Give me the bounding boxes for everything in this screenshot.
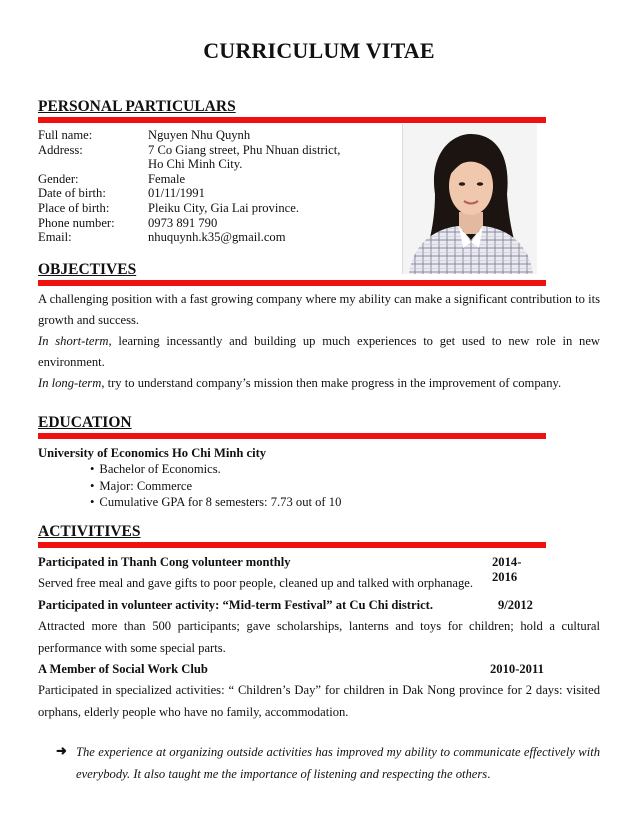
text-line: The experience at organizing outside activities has improved my ability to communicate effectively with xyxy=(76,745,600,759)
text-line xyxy=(38,373,600,394)
section-heading: PERSONAL PARTICULARS xyxy=(38,98,236,115)
activity-description xyxy=(38,615,600,659)
section-heading: EDUCATION xyxy=(38,414,132,431)
detail-value: 7 Co Giang street, Phu Nhuan district, xyxy=(148,142,341,157)
detail-value: Nguyen Nhu Quynh xyxy=(148,128,251,142)
activity-date: 2014-2016 xyxy=(492,555,522,584)
detail-value: Female xyxy=(148,171,186,186)
personal-details xyxy=(38,128,388,245)
detail-row xyxy=(38,143,388,158)
detail-value: 0973 891 790 xyxy=(148,215,218,230)
detail-key: Date of birth: xyxy=(38,186,106,201)
text-line xyxy=(76,763,600,785)
portrait-illustration xyxy=(403,124,537,274)
conclusion-period: . xyxy=(487,767,491,781)
detail-value: Pleiku City, Gia Lai province. xyxy=(148,200,299,215)
detail-row xyxy=(38,216,388,231)
activity-title-row xyxy=(38,598,546,613)
university-name: University of Economics Ho Chi Minh city xyxy=(38,446,267,460)
section-divider-bar xyxy=(38,542,546,548)
detail-key: Email: xyxy=(38,230,72,245)
activity-title-row xyxy=(38,662,546,677)
activity-description xyxy=(38,679,600,723)
text-line: Participated in specialized activities: “ Children’s Day” for children in Dak Nong province for 2 days: visited xyxy=(38,683,600,697)
detail-row xyxy=(38,128,388,143)
detail-key: Full name: xyxy=(38,128,93,142)
detail-key: Phone number: xyxy=(38,215,115,230)
long-term-text: , try to understand company’s mission then make progress in the improvement of company. xyxy=(101,376,562,390)
detail-row xyxy=(38,201,388,216)
text-line: environment. xyxy=(38,355,105,369)
text-line: Served free meal and gave gifts to poor people, cleaned up and talked with orphanage. xyxy=(38,576,474,590)
section-heading: OBJECTIVES xyxy=(38,261,137,278)
education-list xyxy=(90,461,341,511)
activity-description xyxy=(38,572,600,594)
text-line: growth and success. xyxy=(38,313,140,327)
document-title: CURRICULUM VITAE xyxy=(203,38,435,63)
section-education xyxy=(38,414,546,439)
right-arrow-icon: ➜ xyxy=(56,743,67,758)
text-line xyxy=(38,331,600,352)
list-item: • Major: Commerce xyxy=(90,478,341,495)
activity-title: A Member of Social Work Club xyxy=(38,662,208,676)
detail-row xyxy=(38,230,388,245)
list-item: • Cumulative GPA for 8 semesters: 7.73 out of 10 xyxy=(90,494,341,511)
portrait-photo xyxy=(402,124,537,274)
detail-value: 01/11/1991 xyxy=(148,186,205,201)
detail-value: nhuquynh.k35@gmail.com xyxy=(148,230,286,245)
detail-row xyxy=(38,157,388,172)
detail-key: Address: xyxy=(38,142,83,157)
section-heading: ACTIVITIVES xyxy=(38,523,141,540)
text-line: A challenging position with a fast growing company where my ability can make a significant contribution to its xyxy=(38,292,600,306)
activity-date: 9/2012 xyxy=(498,598,533,612)
detail-key xyxy=(38,157,148,172)
detail-row xyxy=(38,186,388,201)
detail-key: Place of birth: xyxy=(38,200,110,215)
short-term-text: , learning incessantly and building up much experiences to get used to new role in new xyxy=(108,334,601,348)
section-divider-bar xyxy=(38,433,546,439)
section-divider-bar xyxy=(38,117,546,123)
conclusion-text: everybody. It also taught me the importance of listening and respecting the others xyxy=(76,767,488,781)
long-term-label: In long-term xyxy=(38,376,102,390)
detail-key: Gender: xyxy=(38,171,79,186)
detail-value: Ho Chi Minh City. xyxy=(148,157,243,172)
text-line: orphans, elderly people who have no family, accommodation. xyxy=(38,705,349,719)
list-item: • Bachelor of Economics. xyxy=(90,461,341,478)
section-personal xyxy=(38,98,546,123)
short-term-label: In short-term xyxy=(38,334,109,348)
activity-title: Participated in volunteer activity: “Mid-term Festival” at Cu Chi district. xyxy=(38,598,433,612)
section-objectives xyxy=(38,261,546,286)
activity-date: 2010-2011 xyxy=(490,662,544,676)
section-activities xyxy=(38,523,546,548)
activity-title: Participated in Thanh Cong volunteer monthly xyxy=(38,555,291,569)
text-line: Attracted more than 500 participants; gave scholarships, lanterns and toys for children; hold a cultural xyxy=(38,619,600,633)
objectives-text xyxy=(38,289,600,394)
detail-row xyxy=(38,172,388,187)
section-divider-bar xyxy=(38,280,546,286)
text-line: performance with some special parts. xyxy=(38,641,226,655)
conclusion-note xyxy=(56,741,600,785)
